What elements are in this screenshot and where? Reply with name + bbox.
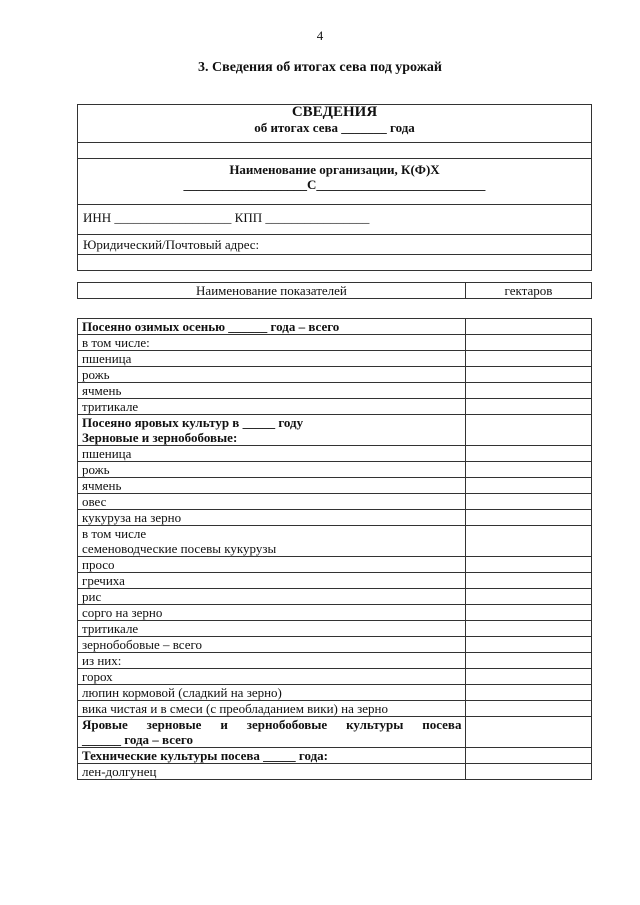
indicator-label-text: люпин кормовой (сладкий на зерно) [82,685,282,700]
table-row [78,510,592,526]
form-title-cell [78,105,592,143]
column-header-table [77,282,592,299]
indicator-label-text: ячмень [82,383,122,398]
indicator-label [78,399,466,415]
indicator-label-text: вика чистая и в смеси (с преобладанием вики) на зерно [82,701,388,716]
indicator-label-text: из них: [82,653,122,668]
hectares-value-cell[interactable] [466,383,592,399]
empty-row [78,143,592,159]
form-title: СВЕДЕНИЯ [291,104,378,120]
table-row [78,478,592,494]
indicator-label [78,494,466,510]
table-row [78,446,592,462]
indicator-label [78,653,466,669]
table-row [78,701,592,717]
hectares-value-cell[interactable] [466,446,592,462]
hectares-value-cell[interactable] [466,605,592,621]
indicator-label [78,669,466,685]
hectares-value-cell[interactable] [466,669,592,685]
indicator-label [78,589,466,605]
indicator-label [78,351,466,367]
indicator-label [78,557,466,573]
hectares-value-cell[interactable] [466,462,592,478]
indicator-label-text: зернобобовые – всего [82,637,203,652]
table-row [78,494,592,510]
col-indicator-header: Наименование показателей [78,283,466,299]
indicator-label [78,510,466,526]
indicator-label-text: пшеница [82,446,132,461]
hectares-value-cell[interactable] [466,510,592,526]
table-row [78,669,592,685]
table-row [78,383,592,399]
col-unit-header: гектаров [465,283,591,299]
indicator-label-text: ячмень [82,478,122,493]
indicator-label [78,573,466,589]
hectares-value-cell[interactable] [466,415,592,446]
address-label: Юридический/Почтовый адрес: [83,237,260,252]
indicator-label [78,446,466,462]
table-row [78,589,592,605]
indicator-label [78,383,466,399]
org-name-label: Наименование организации, К(Ф)Х [229,162,440,177]
indicator-label [78,685,466,701]
indicator-label-text: рожь [82,367,110,382]
indicator-label-text: рожь [82,462,110,477]
hectares-value-cell[interactable] [466,335,592,351]
inn-kpp-fields: ИНН __________________ КПП ________________ [83,210,370,225]
table-row [78,526,592,557]
table-row [78,573,592,589]
indicator-label-text: в том числе [82,526,147,541]
indicator-label [78,478,466,494]
hectares-value-cell[interactable] [466,478,592,494]
indicator-label [78,764,466,780]
indicator-label-text: лен-долгунец [82,764,157,779]
indicator-label [78,717,466,748]
table-row [78,637,592,653]
hectares-value-cell[interactable] [466,653,592,669]
hectares-value-cell[interactable] [466,717,592,748]
indicator-label [78,526,466,557]
hectares-value-cell[interactable] [466,351,592,367]
empty-row [78,255,592,271]
hectares-value-cell[interactable] [466,399,592,415]
indicator-label [78,605,466,621]
section-title: 3. Сведения об итогах сева под урожай [198,60,442,75]
hectares-value-cell[interactable] [466,685,592,701]
table-row [78,335,592,351]
hectares-value-cell[interactable] [466,573,592,589]
table-row [78,415,592,446]
indicator-label-text: тритикале [82,621,139,636]
hectares-value-cell[interactable] [466,526,592,557]
indicator-label-text: тритикале [82,399,139,414]
indicator-label-text: ______ года – всего [82,732,193,747]
header-form-table [77,104,592,271]
hectares-value-cell[interactable] [466,701,592,717]
inn-kpp-cell [78,205,592,235]
indicator-label-text: овес [82,494,107,509]
table-row [78,653,592,669]
table-row [78,621,592,637]
form-subtitle: об итогах сева _______ года [254,120,415,135]
table-row [78,557,592,573]
hectares-value-cell[interactable] [466,319,592,335]
address-cell [78,235,592,255]
indicator-label-text: горох [82,669,113,684]
table-row [78,319,592,335]
indicator-label [78,415,466,446]
hectares-value-cell[interactable] [466,367,592,383]
table-row [78,351,592,367]
indicator-label-text: кукуруза на зерно [82,510,182,525]
indicator-label [78,319,466,335]
indicator-label [78,637,466,653]
indicator-label-text: Посеяно яровых культур в _____ году [82,415,304,430]
org-name-cell [78,159,592,205]
indicator-label-text: Технические культуры посева _____ года: [82,748,329,763]
hectares-value-cell[interactable] [466,764,592,780]
indicator-label [78,701,466,717]
table-row [78,717,592,748]
indicator-label-text: рис [82,589,102,604]
indicator-label-text: просо [82,557,115,572]
indicator-label-text: Яровые зерновые и зернобобовые культуры посева [82,717,462,732]
page-number: 4 [316,28,324,43]
table-row [78,367,592,383]
table-row [78,399,592,415]
indicator-label-text: сорго на зерно [82,605,163,620]
table-row [78,685,592,701]
hectares-value-cell[interactable] [466,589,592,605]
table-row [78,605,592,621]
indicator-label-text: Посеяно озимых осенью ______ года – всего [82,319,340,334]
hectares-value-cell[interactable] [466,557,592,573]
table-row [78,462,592,478]
indicator-label-text: гречиха [82,573,125,588]
indicator-label [78,748,466,764]
indicator-label-text: Зерновые и зернобобовые: [82,430,238,445]
indicator-label [78,367,466,383]
table-row [78,748,592,764]
table-row [78,764,592,780]
indicator-label-text: семеноводческие посевы кукурузы [82,541,277,556]
hectares-value-cell[interactable] [466,637,592,653]
indicator-label [78,462,466,478]
hectares-value-cell[interactable] [466,494,592,510]
sowing-indicators-table [77,318,592,780]
org-name-line: ___________________С__________________________ [183,177,486,192]
hectares-value-cell[interactable] [466,748,592,764]
indicator-label [78,621,466,637]
hectares-value-cell[interactable] [466,621,592,637]
indicator-label-text: пшеница [82,351,132,366]
indicator-label [78,335,466,351]
indicator-label-text: в том числе: [82,335,150,350]
